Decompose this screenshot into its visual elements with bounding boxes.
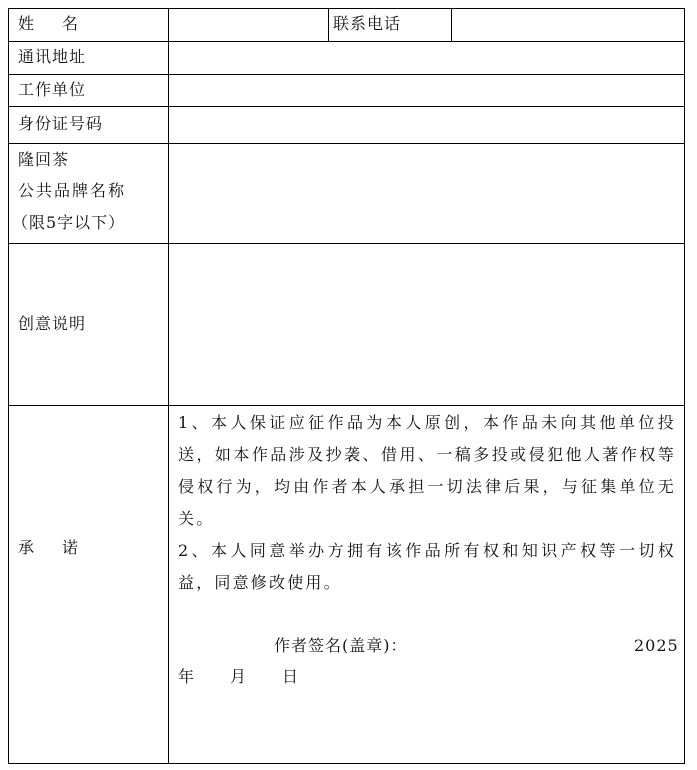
signature-year: 2025 — [634, 636, 679, 655]
brand-label-line1: 隆回茶 — [18, 150, 70, 169]
promise-label-cell — [8, 405, 168, 764]
signature-label: 作者签名(盖章)： — [274, 636, 408, 655]
id-number-label: 身份证号码 — [18, 114, 104, 133]
work-unit-input-cell[interactable] — [168, 74, 685, 106]
promise-label: 承 诺 — [18, 538, 85, 557]
promise-clause-2: 2、本人同意举办方拥有该作品所有权和知识产权等一切权益，同意修改使用。 — [178, 541, 676, 592]
application-form — [8, 8, 685, 764]
brand-label-line2: 公共品牌名称 — [18, 181, 127, 200]
name-label: 姓 名 — [18, 14, 85, 33]
phone-input-cell[interactable] — [451, 8, 685, 41]
creative-input-cell[interactable] — [168, 243, 685, 405]
name-input-cell[interactable] — [168, 8, 328, 41]
phone-label: 联系电话 — [333, 14, 402, 33]
brand-label-line3: （限5字以下） — [12, 213, 126, 232]
work-unit-label: 工作单位 — [18, 80, 87, 99]
creative-label: 创意说明 — [18, 314, 87, 333]
brand-input-cell[interactable] — [168, 143, 685, 243]
signature-date: 年 月 日 — [178, 667, 309, 686]
id-number-input-cell[interactable] — [168, 106, 685, 143]
address-label: 通讯地址 — [18, 47, 87, 66]
address-input-cell[interactable] — [168, 41, 685, 74]
promise-clause-1: 1、本人保证应征作品为本人原创，本作品未向其他单位投送，如本作品涉及抄袭、借用、一稿多投或侵犯他人著作权等侵权行为，均由作者本人承担一切法律后果，与征集单位无关。 — [178, 413, 676, 528]
